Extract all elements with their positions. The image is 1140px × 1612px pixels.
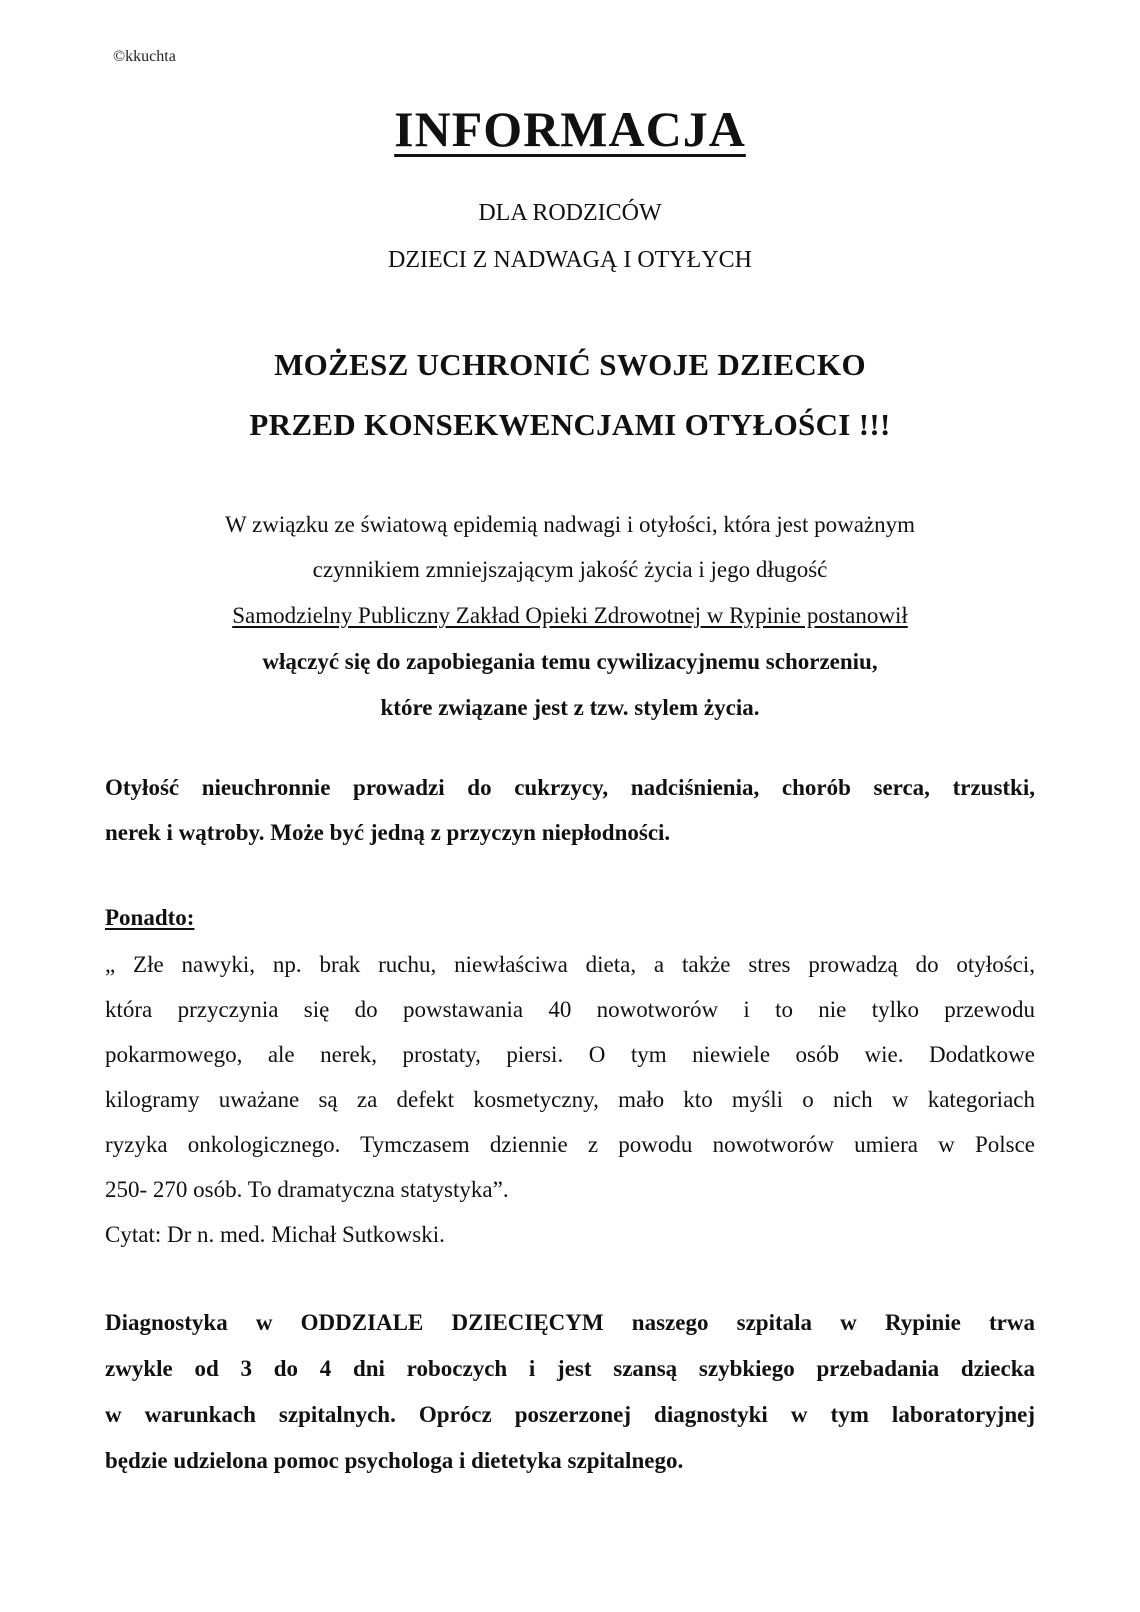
intro-institution-line: Samodzielny Publiczny Zakład Opieki Zdrowotnej w Rypinie postanowił xyxy=(232,603,908,628)
subtitle-line: DLA RODZICÓW xyxy=(478,200,662,226)
diagnostics-line: będzie udzielona pomoc psychologa i dietetyka szpitalnego. xyxy=(105,1448,684,1473)
quote-line: „ Złe nawyki, np. brak ruchu, niewłaściwa dieta, a także stres prowadzą do otyłości, xyxy=(105,952,1035,977)
quote-line: 250- 270 osób. To dramatyczna statystyka”. xyxy=(105,1177,509,1202)
diagnostics-line: Diagnostyka w ODDZIALE DZIECIĘCYM naszego szpitala w Rypinie trwa xyxy=(105,1310,1035,1335)
intro-line: W związku ze światową epidemią nadwagi i otyłości, która jest poważnym xyxy=(225,512,915,537)
headline-line: MOŻESZ UCHRONIĆ SWOJE DZIECKO xyxy=(274,347,866,382)
subtitle-line: DZIECI Z NADWAGĄ I OTYŁYCH xyxy=(388,247,752,273)
diagnostics-line: w warunkach szpitalnych. Oprócz poszerzonej diagnostyki w tym laboratoryjnej xyxy=(105,1402,1035,1427)
intro-line: które związane jest z tzw. stylem życia. xyxy=(380,695,760,720)
copyright-note: ©kkuchta xyxy=(113,48,176,65)
quote-line: kilogramy uważane są za defekt kosmetyczny, mało kto myśli o nich w kategoriach xyxy=(105,1087,1035,1112)
quote-heading: Ponadto: xyxy=(105,905,195,930)
diagnostics-line: zwykle od 3 do 4 dni roboczych i jest szansą szybkiego przebadania dziecka xyxy=(105,1356,1035,1381)
quote-line: która przyczynia się do powstawania 40 nowotworów i to nie tylko przewodu xyxy=(105,997,1035,1022)
quote-attribution: Cytat: Dr n. med. Michał Sutkowski. xyxy=(105,1222,445,1247)
intro-line: włączyć się do zapobiegania temu cywilizacyjnemu schorzeniu, xyxy=(262,649,878,674)
quote-line: ryzyka onkologicznego. Tymczasem dziennie z powodu nowotworów umiera w Polsce xyxy=(105,1132,1035,1157)
warning-line: nerek i wątroby. Może być jedną z przyczyn niepłodności. xyxy=(105,820,671,845)
document-title xyxy=(0,100,1140,158)
document-title-text: INFORMACJA xyxy=(394,101,746,157)
intro-line: czynnikiem zmniejszającym jakość życia i jego długość xyxy=(312,557,828,582)
warning-line: Otyłość nieuchronnie prowadzi do cukrzycy, nadciśnienia, chorób serca, trzustki, xyxy=(105,775,1035,800)
quote-line: pokarmowego, ale nerek, prostaty, piersi. O tym niewiele osób wie. Dodatkowe xyxy=(105,1042,1035,1067)
headline-line: PRZED KONSEKWENCJAMI OTYŁOŚCI !!! xyxy=(249,407,891,442)
